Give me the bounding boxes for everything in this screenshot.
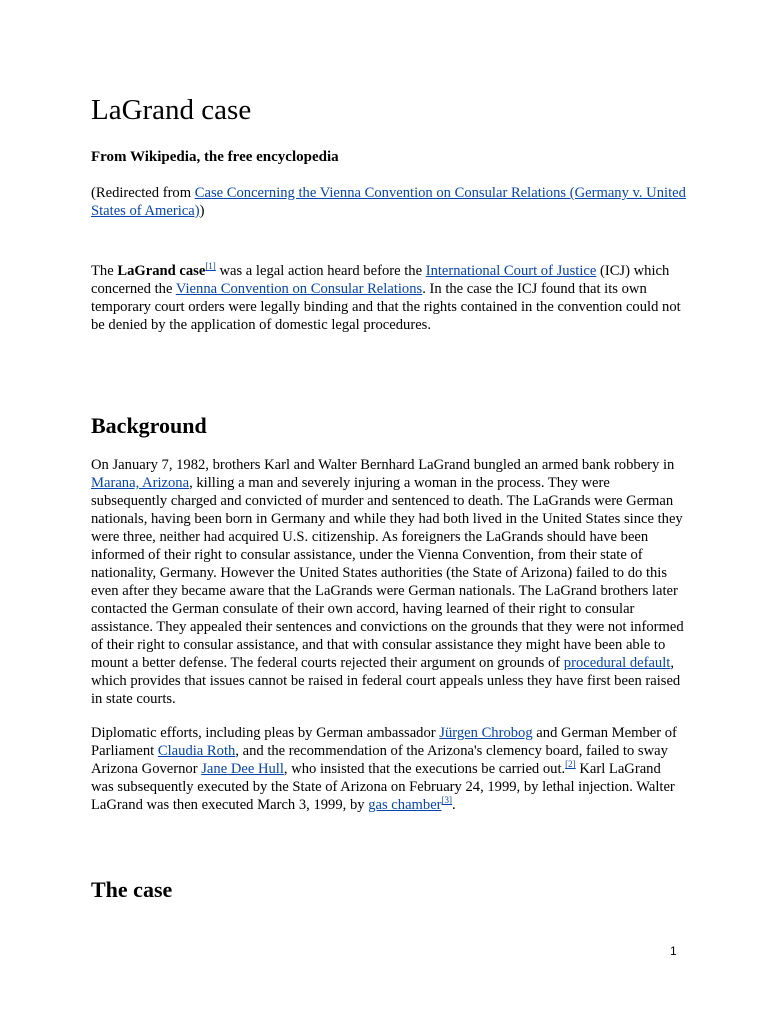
intro-paragraph	[91, 262, 686, 334]
paragraph-text: , and the recommendation of the Arizona's clemency board, failed to sway Arizona Governor	[91, 743, 668, 777]
link-claudia-roth[interactable]: Claudia Roth	[157, 743, 236, 759]
reference-link-3[interactable]: [3]	[441, 795, 453, 805]
intro-text: The	[91, 263, 118, 279]
reference-link-1[interactable]: [1]	[205, 261, 216, 271]
link-gas-chamber[interactable]: gas chamber	[368, 797, 442, 813]
paragraph-text: Karl LaGrand was subsequently executed by the State of Arizona on February 24, 1999, by lethal injection. Walter LaGrand was then executed March 3, 1999, by	[91, 761, 675, 813]
intro-bold-title: LaGrand case	[117, 263, 206, 279]
intro-text: (ICJ) which concerned the	[91, 263, 670, 297]
paragraph-text: , which provides that issues cannot be raised in federal court appeals unless they have first been raised in state courts.	[91, 655, 681, 707]
redirect-suffix: )	[199, 203, 205, 219]
redirect-prefix: (Redirected from	[91, 185, 195, 201]
section-heading-background: Background	[91, 413, 207, 438]
background-paragraph-1	[91, 456, 686, 708]
paragraph-text: On January 7, 1982, brothers Karl and Walter Bernhard LaGrand bungled an armed bank robbery in	[91, 457, 675, 473]
link-jurgen-chrobog[interactable]: Jürgen Chrobog	[439, 725, 533, 741]
paragraph-text: and German Member of Parliament	[91, 725, 677, 759]
page-number: 1	[670, 944, 677, 958]
link-procedural-default[interactable]: procedural default	[563, 655, 671, 671]
intro-text: was a legal action heard before the	[215, 263, 426, 279]
paragraph-text: Diplomatic efforts, including pleas by German ambassador	[91, 725, 440, 741]
reference-link-2[interactable]: [2]	[565, 759, 576, 769]
page-subtitle: From Wikipedia, the free encyclopedia	[91, 149, 339, 165]
redirect-notice	[91, 184, 686, 220]
link-jane-dee-hull[interactable]: Jane Dee Hull	[201, 761, 284, 777]
paragraph-text: .	[452, 797, 456, 813]
intro-text: . In the case the ICJ found that its own temporary court orders were legally binding and that the rights contained in the convention could not be denied by the application of domestic legal procedures.	[91, 281, 681, 333]
redirect-link[interactable]: Case Concerning the Vienna Convention on Consular Relations (Germany v. United States of America)	[91, 185, 686, 219]
background-paragraph-2	[91, 724, 686, 814]
section-heading-the-case: The case	[91, 877, 173, 902]
link-marana-arizona[interactable]: Marana, Arizona	[91, 475, 190, 491]
paragraph-text: , killing a man and severely injuring a woman in the process. They were subsequently charged and convicted of murder and sentenced to death. The LaGrands were German nationals, having been born in Germany and while they had both lived in the United States since they were three, neither had acquired U.S. citizenship. As foreigners the LaGrands should have been informed of their right to consular assistance, under the Vienna Convention, from their state of nationality, Germany. However the United States authorities (the State of Arizona) failed to do this even after they became aware that the LaGrands were German nationals. The LaGrand brothers later contacted the German consulate of their own accord, having learned of their right to consular assistance. They appealed their sentences and convictions on the grounds that they were not informed of their right to consular assistance, and that with consular assistance they might have been able to mount a better defense. The federal courts rejected their argument on grounds of	[91, 475, 684, 671]
link-vienna-convention[interactable]: Vienna Convention on Consular Relations	[175, 281, 423, 297]
page-title: LaGrand case	[91, 94, 252, 126]
paragraph-text: , who insisted that the executions be carried out.	[283, 761, 566, 777]
link-international-court-of-justice[interactable]: International Court of Justice	[425, 263, 597, 279]
